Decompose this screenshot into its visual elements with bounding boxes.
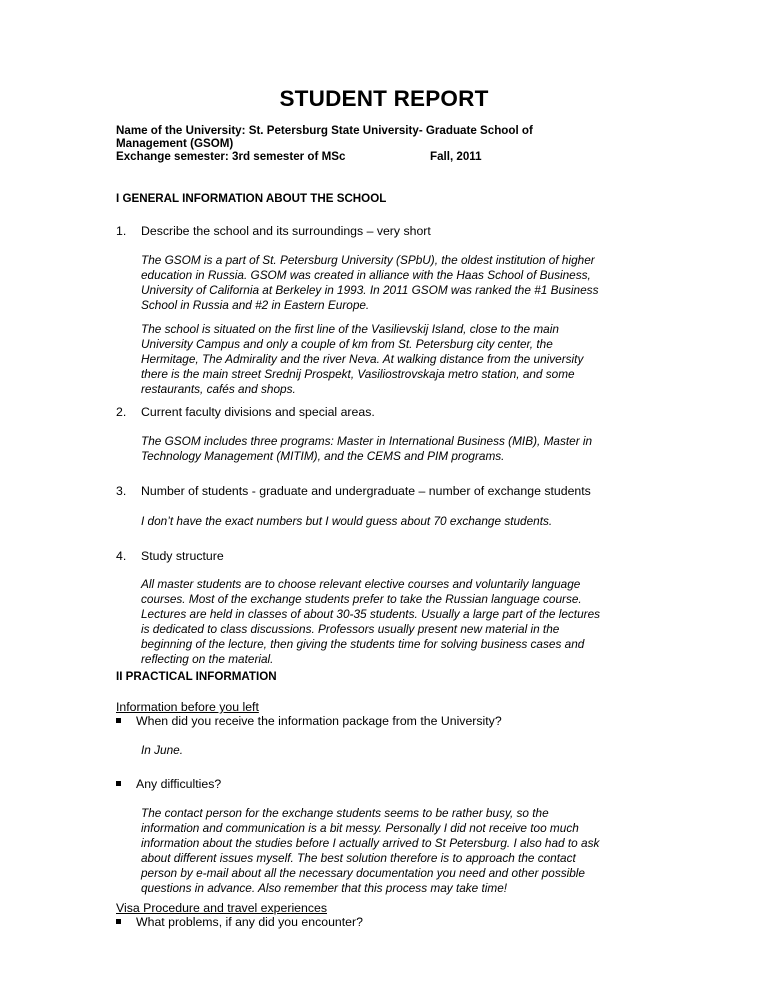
answer-line: The school is situated on the first line of the Vasilievskij Island, close to the main — [141, 322, 559, 336]
university-name-line1: Name of the University: St. Petersburg State University- Graduate School of — [116, 124, 533, 137]
answer-line: In June. — [141, 743, 183, 757]
university-name-line2: Management (GSOM) — [116, 137, 234, 150]
section-heading-general: I GENERAL INFORMATION ABOUT THE SCHOOL — [116, 192, 387, 205]
answer-1-paragraph-2 — [141, 322, 661, 397]
bullet-icon — [116, 781, 121, 786]
bullet-question-3 — [116, 915, 363, 929]
answer-line: All master students are to choose relevant elective courses and voluntarily language — [141, 577, 581, 591]
answer-line: about different issues myself. The best solution therefore is to approach the contact — [141, 851, 576, 865]
section-heading-practical: II PRACTICAL INFORMATION — [116, 670, 277, 683]
question-number: 3. — [116, 484, 127, 498]
answer-line: there is the main street Srednij Prospekt, Vasiliostrovskaja metro station, and some — [141, 367, 575, 381]
semester-term: Fall, 2011 — [430, 150, 482, 163]
bullet-question-1 — [116, 714, 502, 728]
answer-line: beginning of the lecture, then giving the students time for solving business cases and — [141, 637, 585, 651]
answer-1-paragraph-1 — [141, 253, 661, 313]
answer-line: information about the studies before I actually arrived to St Petersburg. I also had to ask — [141, 836, 600, 850]
question-3 — [116, 484, 591, 498]
question-text: Current faculty divisions and special areas. — [141, 405, 375, 419]
subheading-info-before: Information before you left — [116, 700, 259, 714]
page-title: STUDENT REPORT — [279, 86, 489, 111]
question-number: 2. — [116, 405, 127, 419]
question-1 — [116, 224, 431, 238]
bullet-icon — [116, 919, 121, 924]
question-text: Describe the school and its surroundings – very short — [141, 224, 431, 238]
answer-2 — [141, 434, 661, 464]
answer-line: University Campus and only a couple of km from St. Petersburg city center, the — [141, 337, 553, 351]
answer-line: questions in advance. Also remember that this process may take time! — [141, 881, 508, 895]
answer-line: courses. Most of the exchange students prefer to take the Russian language course. — [141, 592, 582, 606]
bullet-icon — [116, 718, 121, 723]
answer-line: University of California at Berkeley in 1993. In 2011 GSOM was ranked the #1 Business — [141, 283, 599, 297]
question-text: Number of students - graduate and undergraduate – number of exchange students — [141, 484, 591, 498]
bullet-answer-1 — [141, 743, 661, 758]
answer-line: reflecting on the material. — [141, 652, 274, 666]
exchange-semester: Exchange semester: 3rd semester of MSc — [116, 150, 346, 163]
answer-line: School in Russia and #2 in Eastern Europe. — [141, 298, 370, 312]
answer-line: information and communication is a bit messy. Personally I did not receive too much — [141, 821, 579, 835]
question-number: 1. — [116, 224, 127, 238]
bullet-text: Any difficulties? — [136, 777, 222, 791]
answer-3 — [141, 514, 661, 529]
answer-line: The contact person for the exchange students seems to be rather busy, so the — [141, 806, 549, 820]
answer-line: restaurants, cafés and shops. — [141, 382, 296, 396]
question-2 — [116, 405, 375, 419]
question-4 — [116, 549, 224, 563]
question-number: 4. — [116, 549, 127, 563]
bullet-text: When did you receive the information package from the University? — [136, 714, 502, 728]
answer-line: The GSOM is a part of St. Petersburg University (SPbU), the oldest institution of higher — [141, 253, 595, 267]
answer-line: I don’t have the exact numbers but I would guess about 70 exchange students. — [141, 514, 553, 528]
answer-4 — [141, 577, 661, 667]
question-text: Study structure — [141, 549, 224, 563]
subheading-visa: Visa Procedure and travel experiences — [116, 901, 327, 915]
answer-line: Hermitage, The Admirality and the river Neva. At walking distance from the university — [141, 352, 584, 366]
answer-line: Lectures are held in classes of about 30-35 students. Usually a large part of the lectures — [141, 607, 601, 621]
bullet-question-2 — [116, 777, 221, 791]
answer-line: Technology Management (MITIM), and the CEMS and PIM programs. — [141, 449, 505, 463]
answer-line: education in Russia. GSOM was created in alliance with the Haas School of Business, — [141, 268, 591, 282]
answer-line: is dedicated to class discussions. Professors usually present new material in the — [141, 622, 560, 636]
bullet-answer-2 — [141, 806, 661, 896]
answer-line: person by e-mail about all the necessary documentation you need and other possible — [141, 866, 585, 880]
bullet-text: What problems, if any did you encounter? — [136, 915, 363, 929]
answer-line: The GSOM includes three programs: Master in International Business (MIB), Master in — [141, 434, 593, 448]
